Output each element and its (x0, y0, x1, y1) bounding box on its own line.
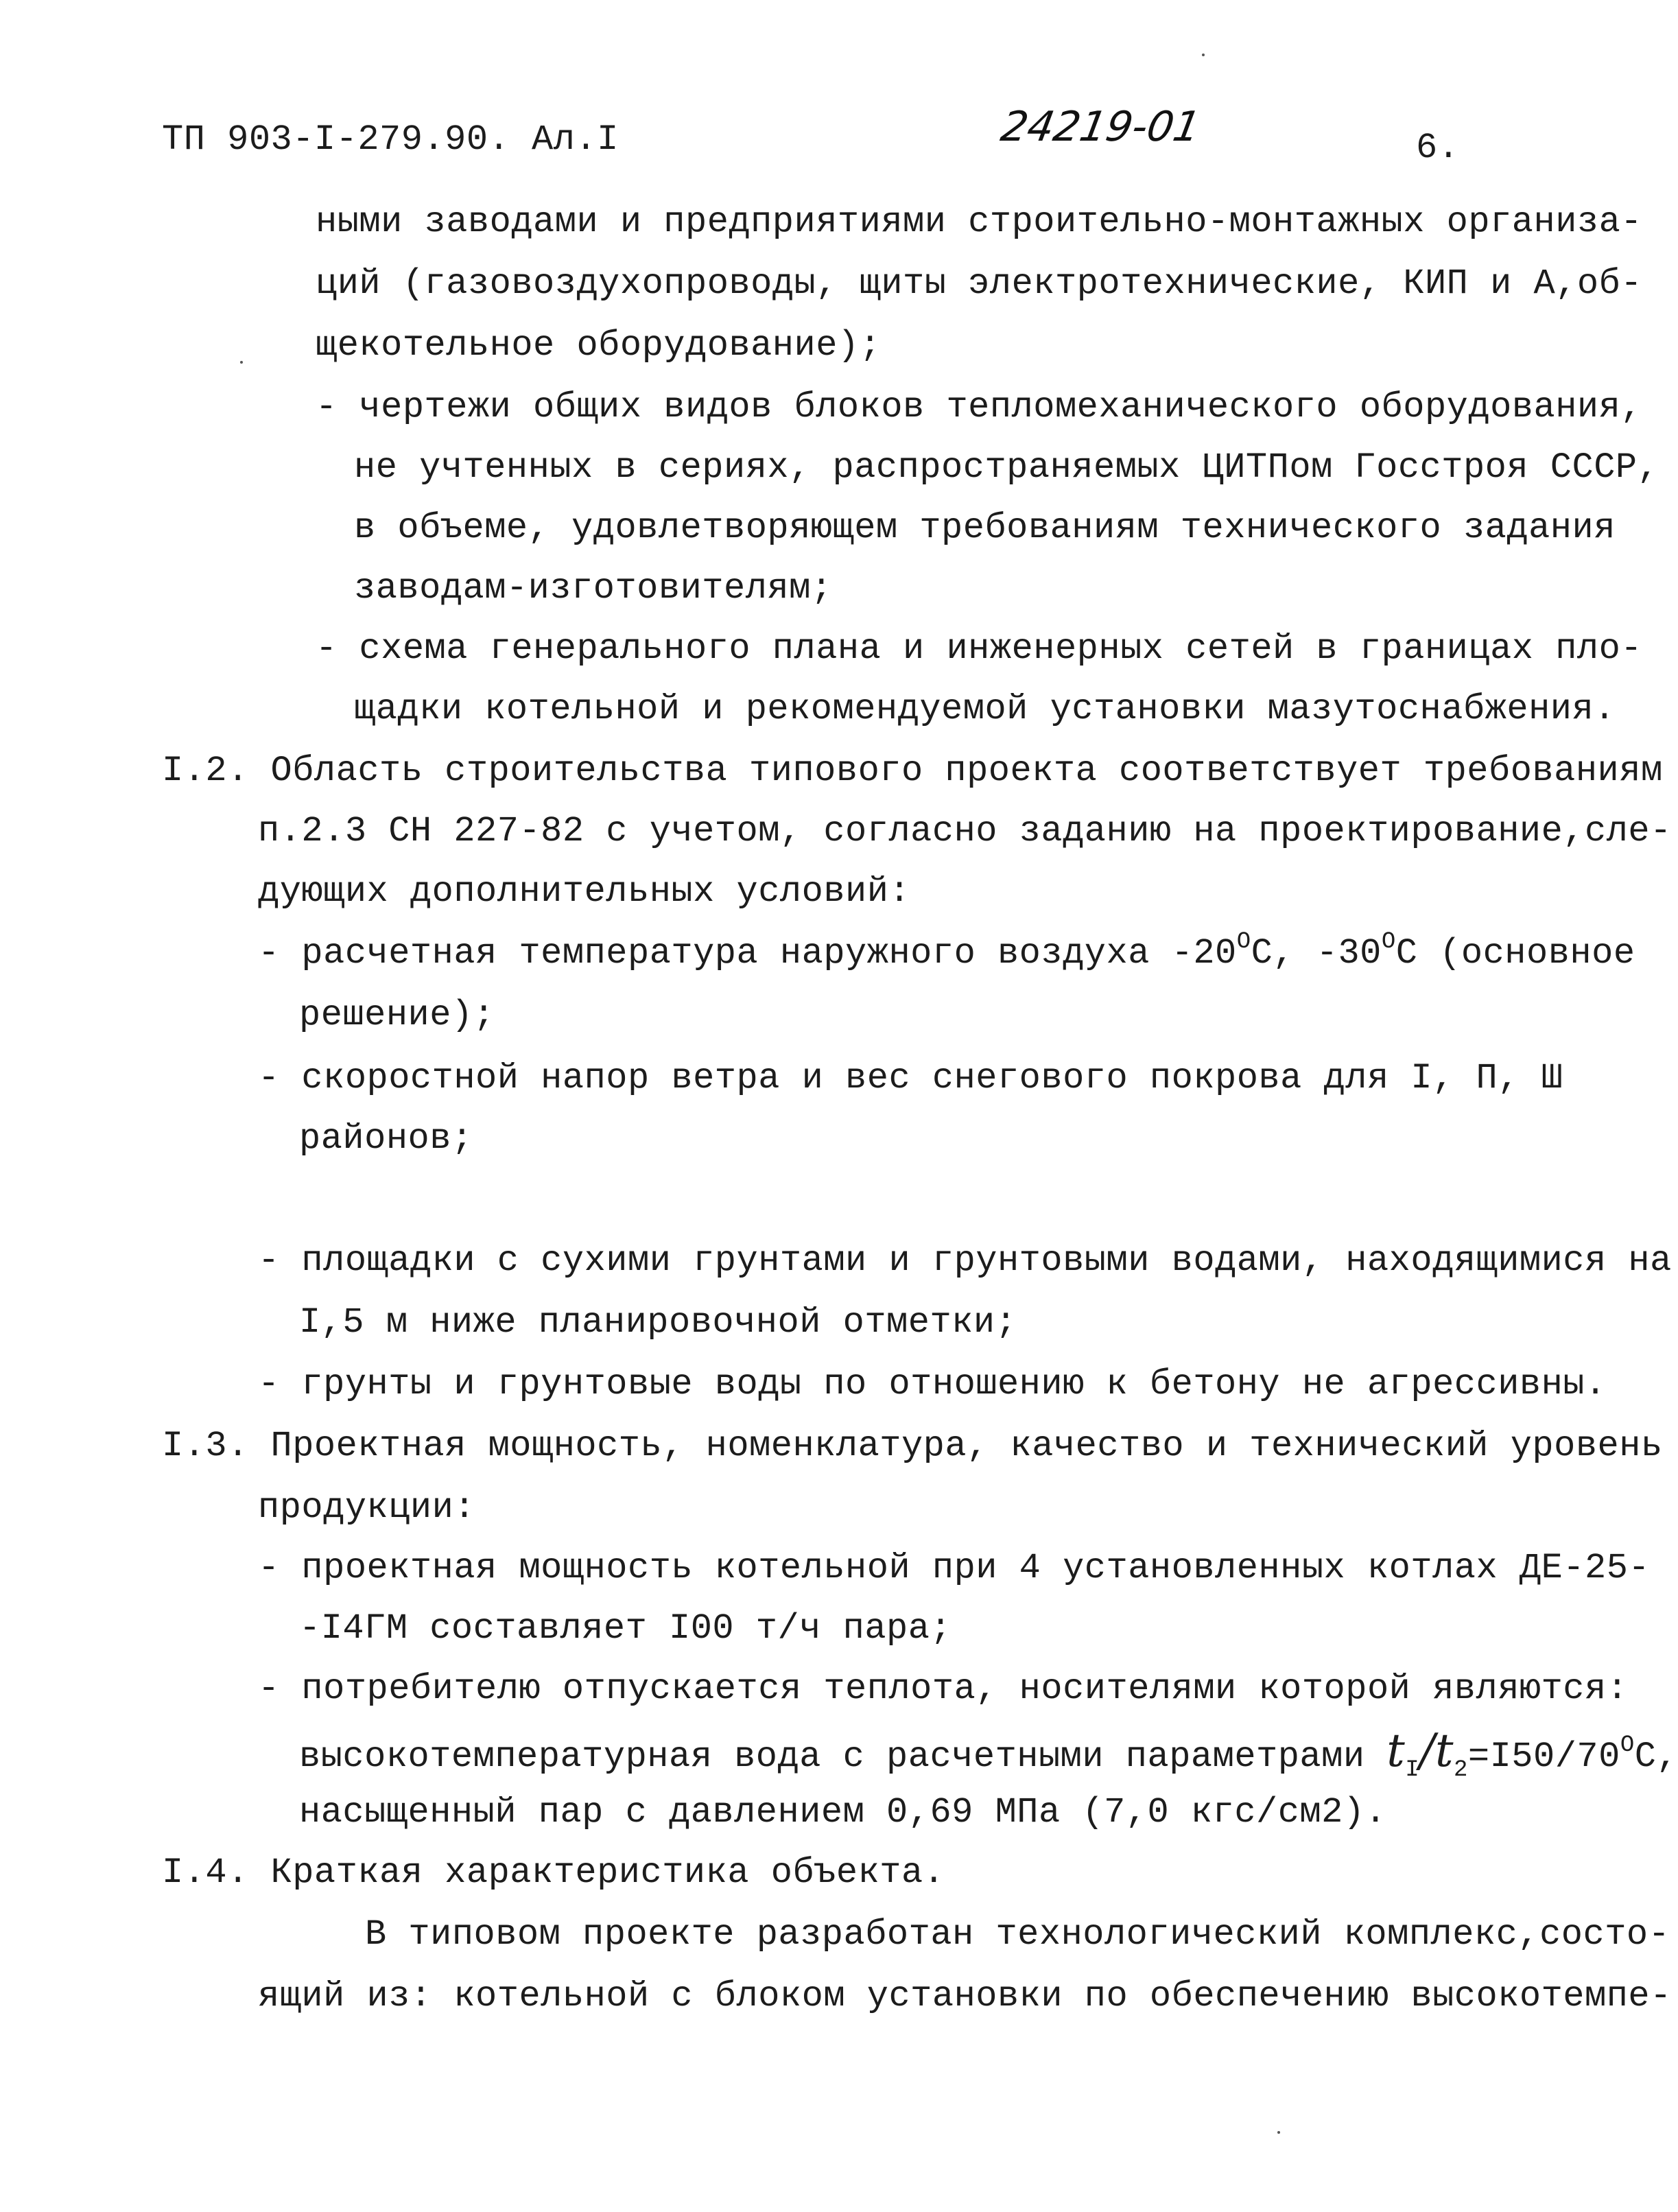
list-item: - чертежи общих видов блоков тепломеханического оборудования, (316, 387, 1643, 427)
list-item: - скоростной напор ветра и вес снегового покрова для I, П, Ш (258, 1058, 1563, 1098)
handwritten-stamp-number: 24219-01 (997, 103, 1205, 151)
text-line: не учтенных в сериях, распространяемых ЦИТПом Госстроя СССР, (354, 447, 1659, 488)
text-line: ций (газовоздухопроводы, щиты электротехнические, КИП и А,об- (316, 263, 1643, 304)
text-line-formula: высокотемпературная вода с расчетными параметрами $t_I/t_2=I50/70^OС$, (299, 1724, 1678, 1783)
section-heading-1-2: I.2. Область строительства типового проекта соответствует требованиям (162, 751, 1663, 791)
section-heading-1-3: I.3. Проектная мощность, номенклатура, качество и технический уровень (162, 1426, 1663, 1466)
text-line: в объеме, удовлетворяющем требованиям технического задания (354, 508, 1616, 548)
text-line: решение); (299, 995, 495, 1035)
list-item: - площадки с сухими грунтами и грунтовыми водами, находящимися на (258, 1240, 1672, 1281)
list-item: - схема генерального плана и инженерных сетей в границах пло- (316, 628, 1643, 669)
text-line: -I4ГМ составляет I00 т/ч пара; (299, 1608, 952, 1649)
text-line: I,5 м ниже планировочной отметки; (299, 1302, 1017, 1343)
text-line: п.2.3 СН 227-82 с учетом, согласно заданию на проектирование,сле- (258, 811, 1672, 851)
text-line: насыщенный пар с давлением 0,69 МПа (7,0 кгс/см2). (299, 1792, 1387, 1833)
text-line: районов; (299, 1118, 473, 1159)
list-item: - потребителю отпускается теплота, носителями которой являются: (258, 1669, 1629, 1709)
list-item: - проектная мощность котельной при 4 установленных котлах ДЕ-25- (258, 1548, 1651, 1588)
list-item: - грунты и грунтовые воды по отношению к бетону не агрессивны. (258, 1364, 1607, 1404)
text-line: дующих дополнительных условий: (258, 871, 911, 912)
scan-speck (1202, 54, 1205, 56)
section-heading-1-4: I.4. Краткая характеристика объекта. (162, 1852, 945, 1893)
text-line: ными заводами и предприятиями строительно-монтажных организа- (316, 202, 1643, 242)
text-line: заводам-изготовителям; (354, 568, 833, 609)
text-line: щекотельное оборудование); (316, 325, 882, 366)
page-number: 6. (1416, 128, 1460, 168)
paragraph-line: ящий из: котельной с блоком установки по обеспечению высокотемпе- (258, 1976, 1672, 2016)
text-line: продукции: (258, 1487, 476, 1528)
scan-speck (1277, 2131, 1280, 2134)
text-line: щадки котельной и рекомендуемой установки мазутоснабжения. (354, 689, 1616, 729)
list-item: - расчетная температура наружного воздуха $-20^OС$, $-30^OС$ (основное (258, 929, 1635, 974)
scan-speck (240, 361, 243, 364)
document-code: ТП 903-I-279.90. Ал.I (162, 119, 619, 160)
paragraph-line: В типовом проекте разработан технологический комплекс,состо- (365, 1914, 1670, 1955)
